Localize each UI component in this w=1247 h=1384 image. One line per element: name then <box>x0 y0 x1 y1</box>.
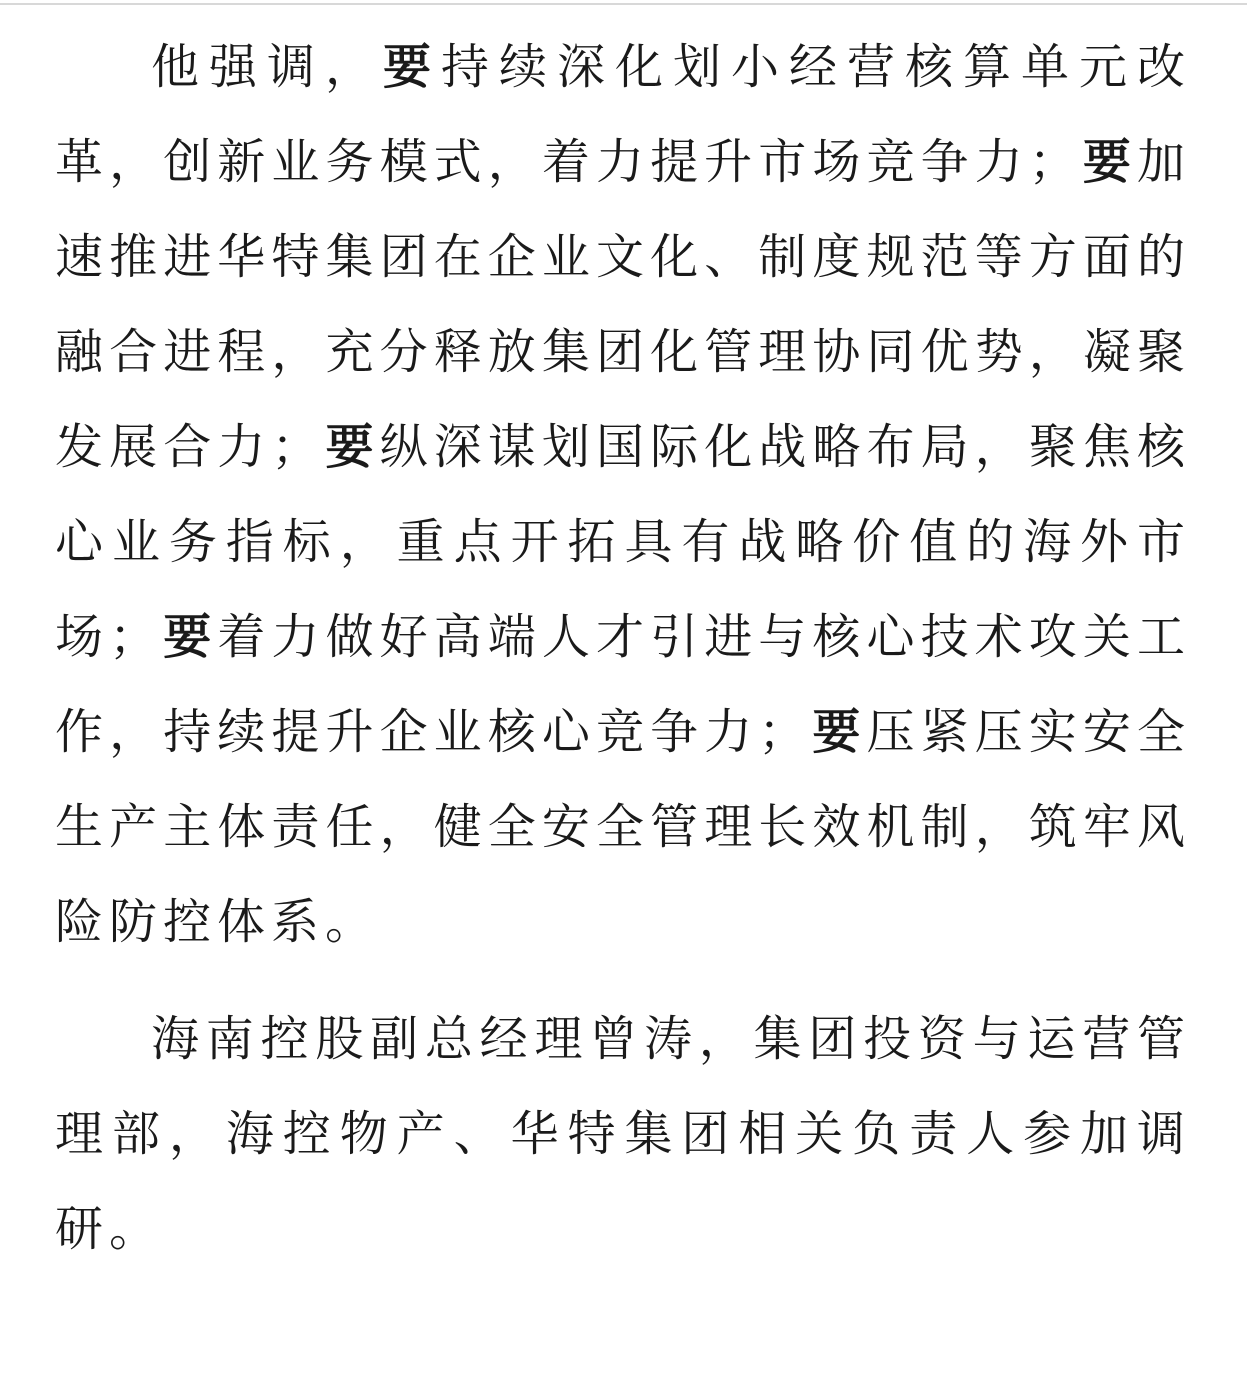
emphasis-text: 要 <box>325 421 380 474</box>
body-text: 他强调， <box>151 41 383 94</box>
body-text: 压紧压实安全生产主体责任，健全安全管理长效机制，筑牢风险防控体系。 <box>55 706 1191 949</box>
body-text: 着力做好高端人才引进与核心技术攻关工作，持续提升企业核心竞争力； <box>55 611 1191 759</box>
emphasis-text: 要 <box>1082 136 1137 189</box>
emphasis-text: 要 <box>163 611 218 664</box>
article-body <box>55 20 1191 1277</box>
body-text: 纵深谋划国际化战略布局，聚焦核心业务指标，重点开拓具有战略价值的海外市场； <box>55 421 1191 664</box>
article-page <box>0 3 1247 1277</box>
body-text: 持续深化划小经营核算单元改革，创新业务模式，着力提升市场竞争力； <box>55 41 1191 189</box>
body-text: 海南控股副总经理曾涛，集团投资与运营管理部，海控物产、华特集团相关负责人参加调研。 <box>55 1013 1191 1256</box>
body-text: 加速推进华特集团在企业文化、制度规范等方面的融合进程，充分释放集团化管理协同优势，凝聚发展合力； <box>55 136 1191 474</box>
emphasis-text: 要 <box>812 706 867 759</box>
paragraph <box>55 20 1191 970</box>
top-divider <box>0 3 1247 5</box>
paragraph <box>55 992 1191 1277</box>
emphasis-text: 要 <box>383 41 441 94</box>
